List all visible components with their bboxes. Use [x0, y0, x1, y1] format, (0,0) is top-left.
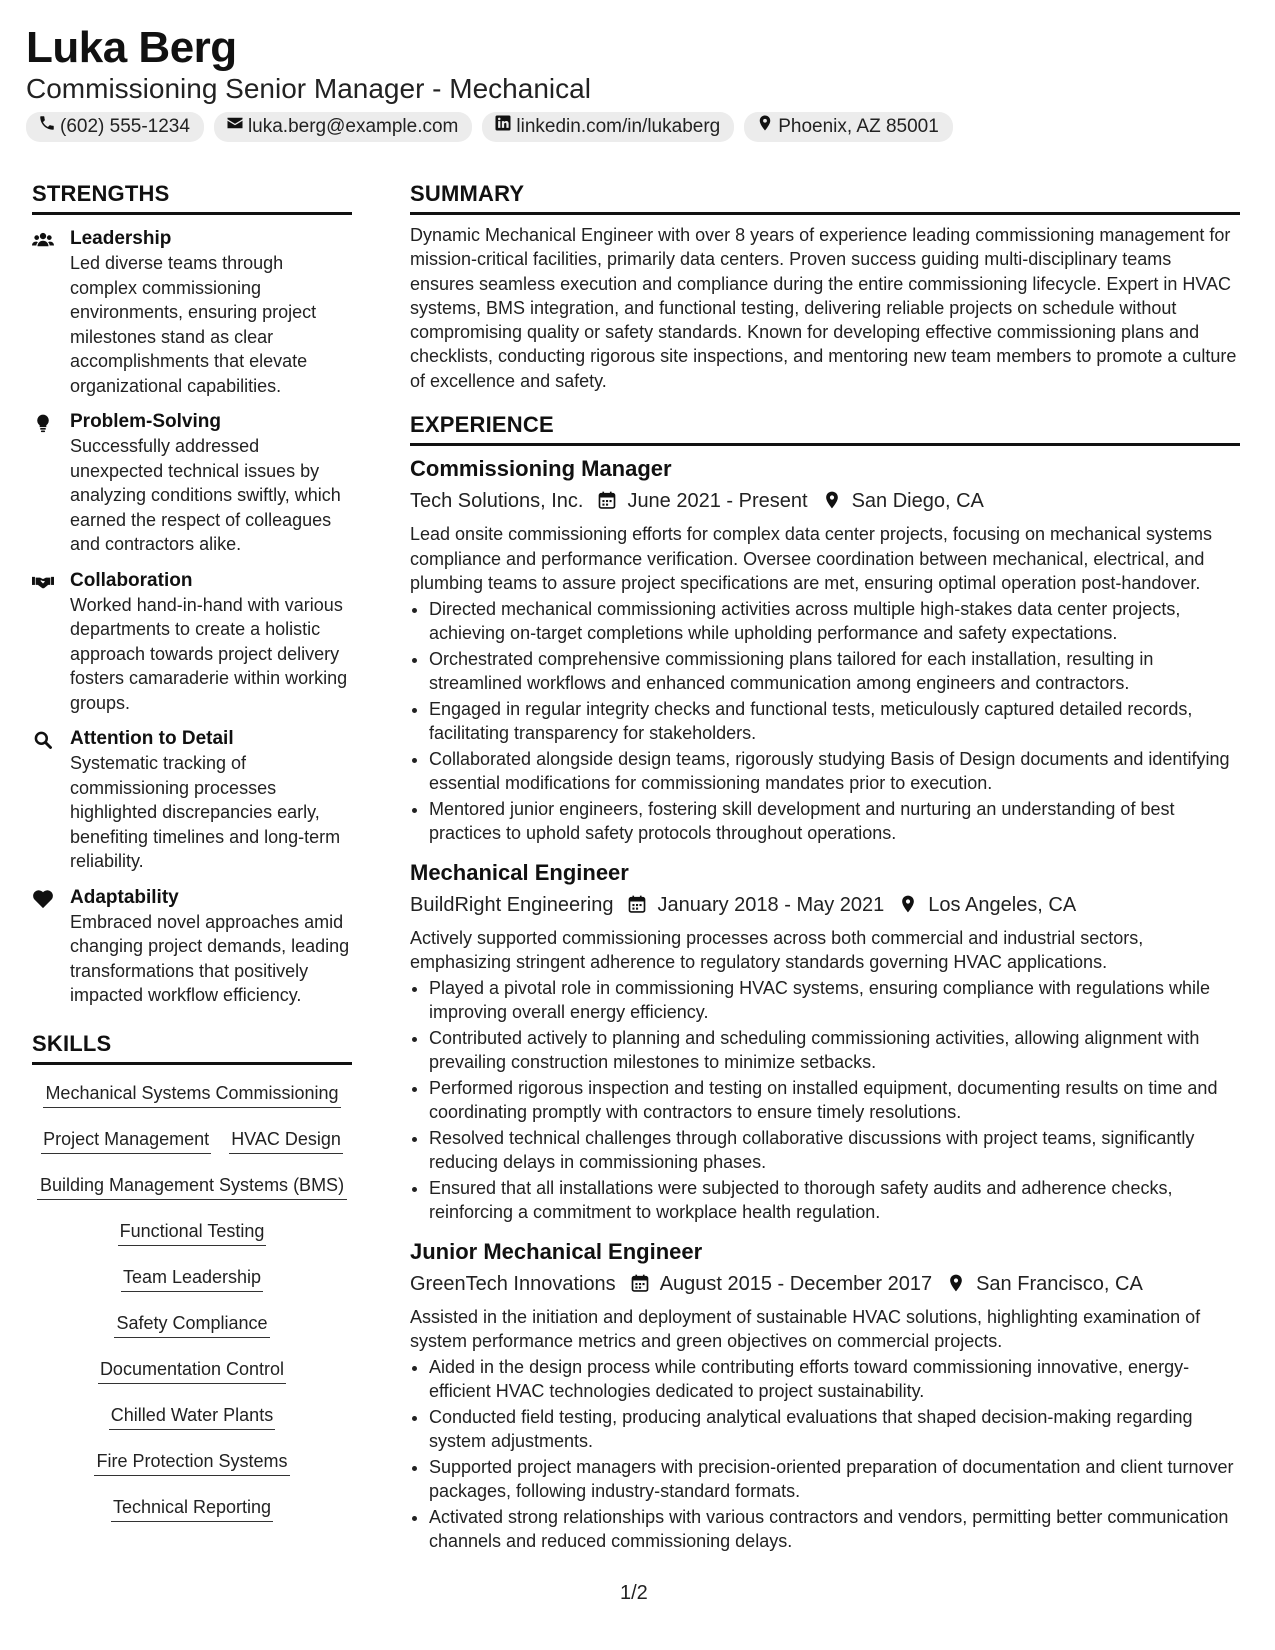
- skills-list: [32, 1065, 352, 1537]
- skill-tag: HVAC Design: [229, 1123, 343, 1154]
- contact-email[interactable]: [214, 112, 472, 142]
- job-dates: January 2018 - May 2021: [657, 893, 885, 916]
- strength-title: Adaptability: [70, 886, 179, 908]
- bullet-item: • Resolved technical challenges through collaborative discussions with project teams, significantly reducing delays in commissioning phases.: [429, 1126, 1240, 1175]
- strength-title: Problem-Solving: [70, 411, 221, 432]
- resume-header: [26, 22, 953, 142]
- contact-phone[interactable]: [26, 112, 204, 142]
- bullet-item: • Aided in the design process while contributing efforts toward commissioning innovative, energy-efficient HVAC technologies dedicated to project sustainability.: [429, 1355, 1240, 1404]
- candidate-name: Luka Berg: [26, 23, 237, 72]
- company-name: BuildRight Engineering: [410, 893, 614, 916]
- job-entry: [410, 858, 1240, 1225]
- job-meta: [410, 1269, 1240, 1299]
- company-name: GreenTech Innovations: [410, 1272, 616, 1295]
- job-title: Commissioning Manager: [410, 456, 672, 482]
- contact-phone-text: (602) 555-1234: [60, 116, 190, 137]
- bullet-item: • Orchestrated comprehensive commissioning plans tailored for each installation, resulting in streamlined workflows and enhanced communication among engineers and contractors.: [429, 647, 1240, 696]
- bullet-item: • Conducted field testing, producing analytical evaluations that shaped decision-making regarding system adjustments.: [429, 1405, 1240, 1454]
- skill-tag: Project Management: [41, 1123, 211, 1154]
- right-column: [410, 180, 1240, 1554]
- skill-tag: Fire Protection Systems: [94, 1445, 289, 1476]
- location-pin-icon: [898, 894, 920, 916]
- strengths-heading: STRENGTHS: [32, 180, 352, 215]
- contact-linkedin[interactable]: [482, 112, 734, 142]
- location-pin-icon: [756, 114, 774, 140]
- job-bullets: [410, 976, 1240, 1225]
- contact-email-text: luka.berg@example.com: [247, 116, 459, 137]
- calendar-icon: [630, 1273, 652, 1295]
- skill-tag: Documentation Control: [98, 1353, 286, 1384]
- location-pin-icon: [946, 1273, 968, 1295]
- company-name: Tech Solutions, Inc.: [410, 490, 584, 513]
- skill-tag: Building Management Systems (BMS): [37, 1169, 347, 1200]
- job-dates: August 2015 - December 2017: [659, 1272, 933, 1295]
- job-location: San Diego, CA: [851, 490, 984, 513]
- linkedin-icon: [494, 114, 512, 140]
- strength-desc: Worked hand-in-hand with various departments to create a holistic approach towards project delivery fosters camaraderie within working groups.: [70, 594, 348, 713]
- job-bullets: [410, 1355, 1240, 1554]
- job-description: Assisted in the initiation and deployment of sustainable HVAC solutions, highlighting examination of system performance metrics and green objectives on commercial projects.: [410, 1306, 1201, 1352]
- bullet-item: • Mentored junior engineers, fostering skill development and nurturing an understanding of best practices to uphold safety protocols throughout operations.: [429, 797, 1240, 846]
- strength-title: Leadership: [70, 228, 172, 249]
- bullet-item: • Supported project managers with precision-oriented preparation of documentation and client turnover packages, following industry-standard formats.: [429, 1455, 1240, 1504]
- bullet-item: • Collaborated alongside design teams, rigorously studying Basis of Design documents and identifying essential modifications for commissioning mandates prior to execution.: [429, 747, 1240, 796]
- skill-tag: Functional Testing: [118, 1215, 267, 1246]
- skill-tag: Mechanical Systems Commissioning: [43, 1077, 340, 1108]
- job-meta: [410, 890, 1240, 920]
- summary-text: Dynamic Mechanical Engineer with over 8 years of experience leading commissioning management for mission-critical facilities, primarily data centers. Proven success guiding multi-disciplinary teams ensures seamless execution and compliance during the entire commissioning lifecycle. Expert in HVAC systems, BMS integration, and functional testing, delivering reliable projects on schedule without compromising quality or safety standards. Known for developing effective commissioning plans and checklists, conducting rigorous site inspections, and mentoring new team members to promote a culture of excellence and safety.: [410, 225, 1237, 391]
- job-description: Actively supported commissioning processes across both commercial and industrial sectors, emphasizing stringent adherence to regulatory standards governing HVAC applications.: [410, 927, 1144, 973]
- job-description: Lead onsite commissioning efforts for complex data center projects, focusing on mechanical systems compliance and performance verification. Oversee coordination between mechanical, electrical, and plumbing teams to assure project specifications are met, ensuring optimal operation post-handover.: [410, 524, 1213, 594]
- calendar-icon: [597, 490, 619, 512]
- job-title: Junior Mechanical Engineer: [410, 1238, 703, 1264]
- skill-tag: Team Leadership: [121, 1261, 263, 1292]
- job-entry: [410, 1237, 1240, 1554]
- skill-tag: Chilled Water Plants: [109, 1399, 275, 1430]
- bullet-item: • Directed mechanical commissioning activities across multiple high-stakes data center projects, achieving on-target completions while upholding performance and safety expectations.: [429, 597, 1240, 646]
- strength-desc: Embraced novel approaches amid changing project demands, leading transformations that positively impacted workflow efficiency.: [70, 911, 350, 1005]
- job-location: Los Angeles, CA: [928, 893, 1077, 916]
- strength-item: [32, 886, 352, 1008]
- contact-linkedin-text: linkedin.com/in/lukaberg: [516, 116, 721, 137]
- envelope-icon: [226, 114, 244, 140]
- skill-tag: Technical Reporting: [111, 1491, 273, 1522]
- bullet-item: • Activated strong relationships with various contractors and vendors, permitting better communication channels and reduced commissioning delays.: [429, 1505, 1240, 1554]
- heart-icon: [32, 886, 70, 1008]
- bullet-item: • Contributed actively to planning and scheduling commissioning activities, allowing alignment with prevailing construction milestones to minimize setbacks.: [429, 1026, 1240, 1075]
- strength-title: Collaboration: [70, 569, 193, 591]
- location-pin-icon: [822, 490, 844, 512]
- bullet-item: • Performed rigorous inspection and testing on installed equipment, documenting results on time and coordinating promptly with contractors to ensure timely resolutions.: [429, 1076, 1240, 1125]
- candidate-title: Commissioning Senior Manager - Mechanical: [26, 73, 591, 104]
- job-bullets: [410, 597, 1240, 846]
- job-title: Mechanical Engineer: [410, 859, 629, 885]
- bullet-item: • Ensured that all installations were subjected to thorough safety audits and adherence checks, reinforcing a commitment to workplace health regulation.: [429, 1176, 1240, 1225]
- page-number: 1/2: [620, 1582, 648, 1604]
- users-icon: [32, 227, 70, 398]
- job-dates: June 2021 - Present: [627, 490, 808, 513]
- skill-tag: Safety Compliance: [114, 1307, 269, 1338]
- left-column: [32, 180, 352, 1537]
- phone-icon: [38, 114, 56, 140]
- experience-heading: EXPERIENCE: [410, 411, 1240, 446]
- strength-title: Attention to Detail: [70, 728, 234, 749]
- skills-heading: SKILLS: [32, 1030, 352, 1065]
- lightbulb-icon: [32, 410, 70, 557]
- bullet-item: • Engaged in regular integrity checks and functional tests, meticulously captured detailed records, facilitating transparency for stakeholders.: [429, 697, 1240, 746]
- strength-desc: Successfully addressed unexpected technical issues by analyzing conditions swiftly, which earned the respect of colleagues and contractors alike.: [70, 436, 341, 554]
- calendar-icon: [627, 894, 649, 916]
- strength-item: [32, 410, 352, 557]
- handshake-icon: [32, 569, 70, 716]
- strength-item: [32, 727, 352, 874]
- summary-heading: SUMMARY: [410, 180, 1240, 215]
- job-location: San Francisco, CA: [976, 1272, 1143, 1295]
- magnifier-icon: [32, 727, 70, 874]
- strength-item: [32, 227, 352, 398]
- job-entry: [410, 454, 1240, 846]
- strength-desc: Systematic tracking of commissioning processes highlighted discrepancies early, benefiting timelines and long-term reliability.: [70, 753, 341, 871]
- bullet-item: • Played a pivotal role in commissioning HVAC systems, ensuring compliance with regulations while improving overall energy efficiency.: [429, 976, 1240, 1025]
- strength-desc: Led diverse teams through complex commissioning environments, ensuring project milestones stand as clear accomplishments that elevate organizational capabilities.: [70, 253, 317, 396]
- contact-location: [744, 112, 953, 142]
- strength-item: [32, 569, 352, 716]
- contact-location-text: Phoenix, AZ 85001: [778, 116, 939, 137]
- job-meta: [410, 486, 1240, 516]
- contact-bar: [26, 112, 953, 142]
